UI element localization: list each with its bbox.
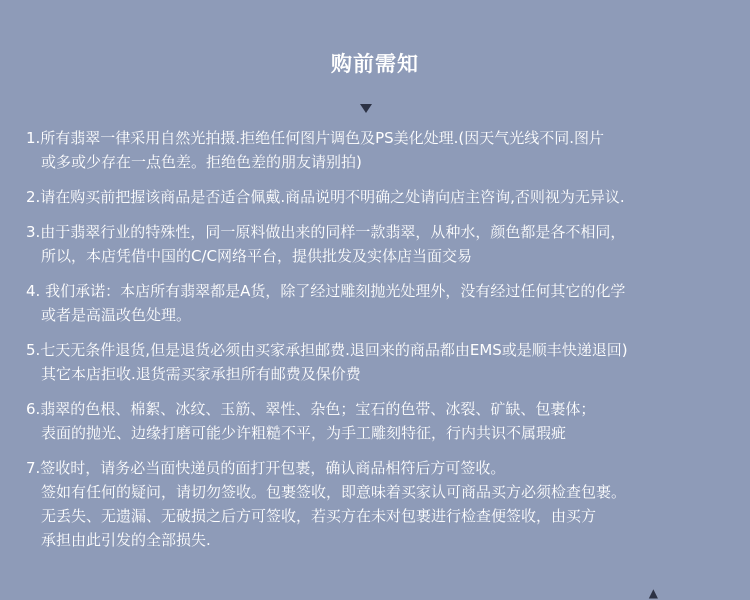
notice-line: 签如有任何的疑问，请切勿签收。包裹签收，即意味着买家认可商品买方必须检查包裹。 bbox=[41, 483, 627, 501]
notice-line: 无丢失、无遗漏、无破损之后方可签收，若买方在未对包裹进行检查便签收，由买方 bbox=[41, 507, 597, 525]
notice-line: 表面的抛光、边缘打磨可能少许粗糙不平，为手工雕刻特征，行内共识不属瑕疵 bbox=[41, 424, 567, 442]
notice-list bbox=[26, 126, 746, 563]
notice-line: 5.七天无条件退货,但是退货必须由买家承担邮费.退回来的商品都由EMS或是顺丰快递退回) bbox=[26, 341, 628, 359]
notice-line: 7.签收时，请务必当面快递员的面打开包裹，确认商品相符后方可签收。 bbox=[26, 459, 506, 477]
notice-line: 1.所有翡翠一律采用自然光拍摄.拒绝任何图片调色及PS美化处理.(因天气光线不同.图片 bbox=[26, 129, 605, 147]
down-arrow-icon bbox=[360, 104, 372, 113]
notice-item-2 bbox=[26, 185, 746, 209]
page-title: 购前需知 bbox=[331, 52, 419, 76]
notice-item-5 bbox=[26, 338, 746, 386]
notice-line: 或多或少存在一点色差。拒绝色差的朋友请别拍) bbox=[41, 153, 362, 171]
notice-item-3 bbox=[26, 220, 746, 268]
notice-line: 或者是高温改色处理。 bbox=[41, 306, 192, 324]
notice-line: 其它本店拒收.退货需买家承担所有邮费及保价费 bbox=[41, 365, 361, 383]
notice-line: 6.翡翠的色根、棉絮、冰纹、玉筋、翠性、杂色；宝石的色带、冰裂、矿缺、包裹体； bbox=[26, 400, 596, 418]
notice-line: 承担由此引发的全部损失. bbox=[41, 531, 211, 549]
notice-line: 4. 我们承诺：本店所有翡翠都是A货，除了经过雕刻抛光处理外，没有经过任何其它的化学 bbox=[26, 282, 626, 300]
notice-item-1 bbox=[26, 126, 746, 174]
corner-caret-icon: ▲ bbox=[648, 586, 658, 600]
notice-line: 所以，本店凭借中国的C/C网络平台，提供批发及实体店当面交易 bbox=[41, 247, 473, 265]
notice-item-4 bbox=[26, 279, 746, 327]
notice-line: 3.由于翡翠行业的特殊性，同一原料做出来的同样一款翡翠，从种水，颜色都是各不相同， bbox=[26, 223, 626, 241]
notice-line: 2.请在购买前把握该商品是否适合佩戴.商品说明不明确之处请向店主咨询,否则视为无异议. bbox=[26, 188, 625, 206]
notice-item-6 bbox=[26, 397, 746, 445]
notice-item-7 bbox=[26, 456, 746, 552]
